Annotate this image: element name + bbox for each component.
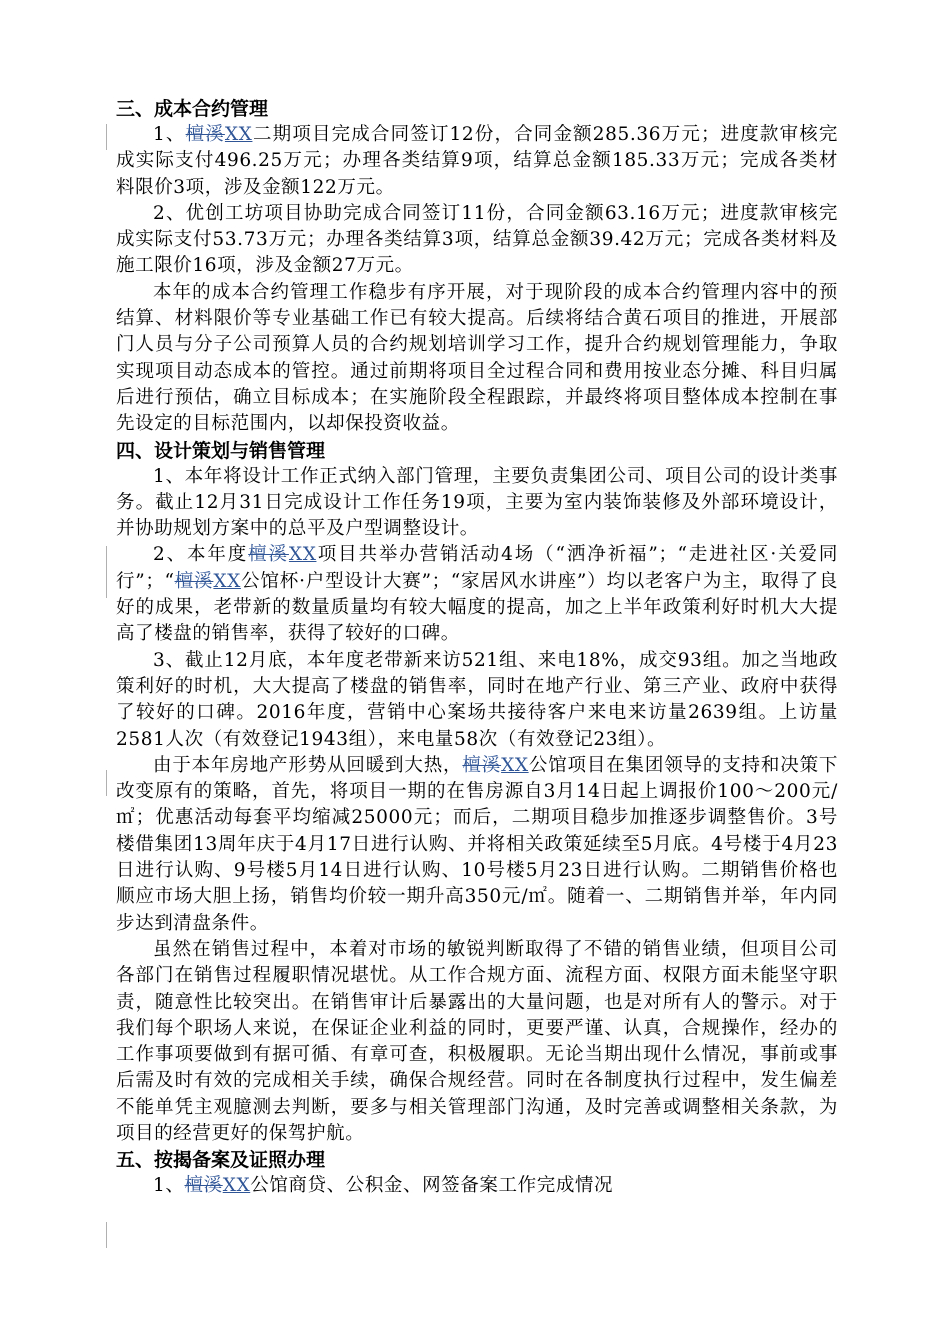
revision-bar xyxy=(106,1222,107,1248)
section-heading: 四、设计策划与销售管理 xyxy=(116,439,326,462)
deleted-text: 檀溪 xyxy=(174,570,214,592)
inserted-text: XX xyxy=(213,570,241,592)
section-heading: 三、成本合约管理 xyxy=(116,98,269,120)
revision-bar xyxy=(106,546,107,572)
paragraph: 1、檀溪XX二期项目完成合同签订12份，合同金额285.36万元；进度款审核完成实际支付496.25万元；办理各类结算9项，结算总金额185.33万元；完成各类材料限价3项，涉及金额122万元。 xyxy=(116,124,838,198)
deleted-text: 檀溪 xyxy=(185,124,225,145)
section-cost-contract xyxy=(116,96,838,438)
paragraph: 3、截止12月底，本年度老带新来访521组、来电18%，成交93组。加之当地政策利好的时机，大大提高了楼盘的销售率，同时在地产行业、第三产业、政府中获得了较好的口碑。2016年度，营销中心案场共接待客户来电来访量2639组。上访量2581人次（有效登记1943组），来电量58次（有效登记23组）。 xyxy=(116,649,838,750)
section-heading: 五、按揭备案及证照办理 xyxy=(116,1149,326,1172)
inserted-text: XX xyxy=(501,754,529,776)
deleted-text: 檀溪 xyxy=(184,1175,223,1197)
inserted-text: XX xyxy=(222,1175,251,1197)
deleted-text: 檀溪 xyxy=(248,544,289,566)
paragraph: 2、本年度檀溪XX项目共举办营销活动4场（“洒净祈福”；“走进社区·关爱同行”；“檀溪XX公馆杯·户型设计大赛”；“家居风水讲座”）均以老客户为主，取得了良好的成果，老带新的数量质量均有较大幅度的提高，加之上半年政策利好时机大大提高了楼盘的销售率，获得了较好的口碑。 xyxy=(116,544,838,645)
deleted-text: 檀溪 xyxy=(462,754,502,776)
paragraph: 虽然在销售过程中，本着对市场的敏锐判断取得了不错的销售业绩，但项目公司各部门在销售过程履职情况堪忧。从工作合规方面、流程方面、权限方面未能坚守职责，随意性比较突出。在销售审计后暴露出的大量问题，也是对所有人的警示。对于我们每个职场人来说，在保证企业利益的同时，更要严谨、认真，合规操作，经办的工作事项要做到有据可循、有章可查，积极履职。无论当期出现什么情况，事前或事后需及时有效的完成相关手续，确保合规经营。同时在各制度执行过程中，发生偏差不能单凭主观臆测去判断，要多与相关管理部门沟通，及时完善或调整相关条款，为项目的经营更好的保驾护航。 xyxy=(116,938,838,1144)
paragraph: 1、本年将设计工作正式纳入部门管理，主要负责集团公司、项目公司的设计类事务。截止12月31日完成设计工作任务19项，主要为室内装饰装修及外部环境设计，并协助规划方案中的总平及户型调整设计。 xyxy=(116,465,838,540)
paragraph: 2、优创工坊项目协助完成合同签订11份，合同金额63.16万元；进度款审核完成实际支付53.73万元；办理各类结算3项，结算总金额39.42万元；完成各类材料及施工限价16项，涉及金额27万元。 xyxy=(116,202,838,277)
paragraph: 由于本年房地产形势从回暖到大热，檀溪XX公馆项目在集团领导的支持和决策下改变原有的策略，首先，将项目一期的在售房源自3月14日起上调报价100～200元/㎡；优惠活动每套平均缩减25000元；而后，二期项目稳步加推逐步调整售价。3号楼借集团13周年庆于4月17日进行认购、并将相关政策延续至5月底。4号楼于4月23日进行认购、9号楼5月14日进行认购、10号楼5月23日进行认购。二期销售价格也顺应市场大胆上扬，销售均价较一期升高350元/㎡。随着一、二期销售并举，年内同步达到清盘条件。 xyxy=(116,754,839,934)
paragraph: 1、檀溪XX公馆商贷、公积金、网签备案工作完成情况 xyxy=(153,1175,614,1197)
section-mortgage-filing xyxy=(116,1147,838,1199)
revision-bar xyxy=(106,572,107,598)
inserted-text: XX xyxy=(224,124,253,145)
section-design-sales xyxy=(116,438,838,1148)
revision-bar xyxy=(106,124,107,150)
revision-bar xyxy=(106,770,107,796)
paragraph: 本年的成本合约管理工作稳步有序开展，对于现阶段的成本合约管理内容中的预结算、材料限价等专业基础工作已有较大提高。后续将结合黄石项目的推进，开展部门人员与分子公司预算人员的合约规划培训学习工作，提升合约规划管理能力，争取实现项目动态成本的管控。通过前期将项目全过程合同和费用按业态分摊、科目归属后进行预估，确立目标成本；在实施阶段全程跟踪，并最终将项目整体成本控制在事先设定的目标范围内，以却保投资收益。 xyxy=(116,281,838,435)
inserted-text: XX xyxy=(288,544,317,566)
